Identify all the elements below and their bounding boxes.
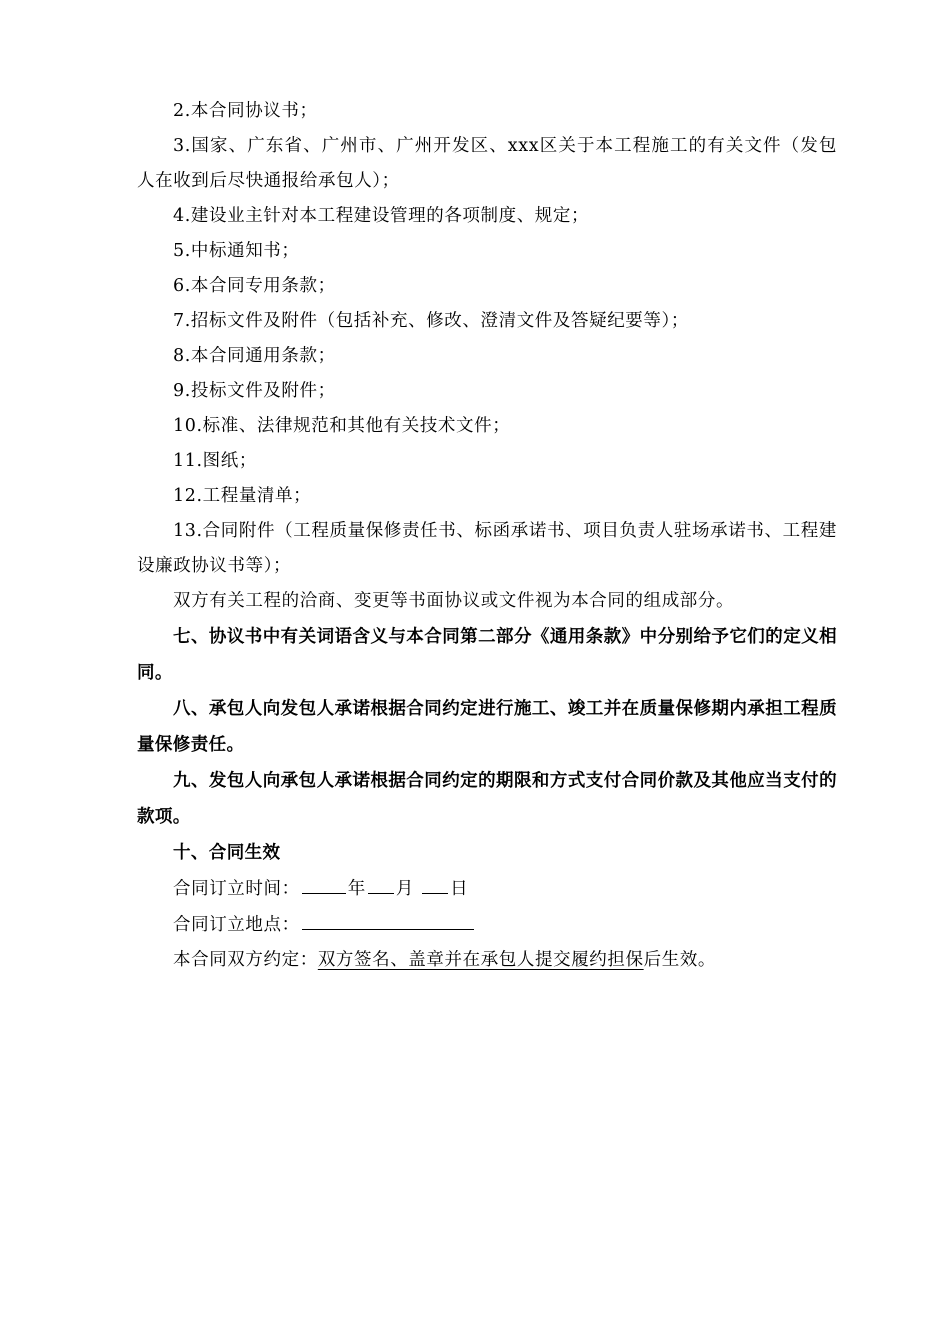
list-item: 9.投标文件及附件； [173, 381, 336, 401]
list-item: 6.本合同专用条款； [173, 276, 336, 296]
list-item: 4.建设业主针对本工程建设管理的各项制度、规定； [173, 206, 590, 226]
list-item: 2.本合同协议书； [173, 101, 318, 121]
section-seven: 七、协议书中有关词语含义与本合同第二部分《通用条款》中分别给予它们的定义相同。 [137, 627, 837, 683]
effective-condition-line [137, 943, 837, 978]
list-item: 8.本合同通用条款； [173, 346, 336, 366]
day-blank[interactable] [422, 871, 448, 894]
place-blank[interactable] [302, 907, 474, 930]
day-label: 日 [450, 879, 469, 899]
month-blank[interactable] [368, 871, 394, 894]
composition-note: 双方有关工程的洽商、变更等书面协议或文件视为本合同的组成部分。 [173, 591, 735, 611]
list-item: 13.合同附件（工程质量保修责任书、标函承诺书、项目负责人驻场承诺书、工程建设廉政协议书等）； [137, 521, 837, 576]
effective-condition-label: 本合同双方约定： [173, 950, 318, 970]
signing-place-label: 合同订立地点： [173, 915, 300, 935]
signing-place-line [137, 907, 837, 943]
signing-time-line [137, 871, 837, 907]
list-item: 3.国家、广东省、广州市、广州开发区、xxx区关于本工程施工的有关文件（发包人在收到后尽快通报给承包人）； [137, 136, 837, 191]
effective-condition-value: 双方签名、盖章并在承包人提交履约担保 [317, 950, 644, 970]
signing-time-label: 合同订立时间： [173, 879, 300, 899]
list-item: 5.中标通知书； [173, 241, 300, 261]
list-item: 10.标准、法律规范和其他有关技术文件； [173, 416, 511, 436]
effective-condition-suffix: 后生效。 [643, 950, 717, 970]
section-nine: 九、发包人向承包人承诺根据合同约定的期限和方式支付合同价款及其他应当支付的款项。 [137, 771, 837, 827]
document-page [137, 94, 837, 978]
list-item: 7.招标文件及附件（包括补充、修改、澄清文件及答疑纪要等）； [173, 311, 689, 331]
list-item: 11.图纸； [173, 451, 257, 471]
year-label: 年 [347, 879, 366, 899]
section-ten-heading: 十、合同生效 [173, 843, 281, 863]
month-label: 月 [395, 879, 414, 899]
section-eight: 八、承包人向发包人承诺根据合同约定进行施工、竣工并在质量保修期内承担工程质量保修责任。 [137, 699, 837, 755]
year-blank[interactable] [302, 871, 346, 894]
list-item: 12.工程量清单； [173, 486, 312, 506]
